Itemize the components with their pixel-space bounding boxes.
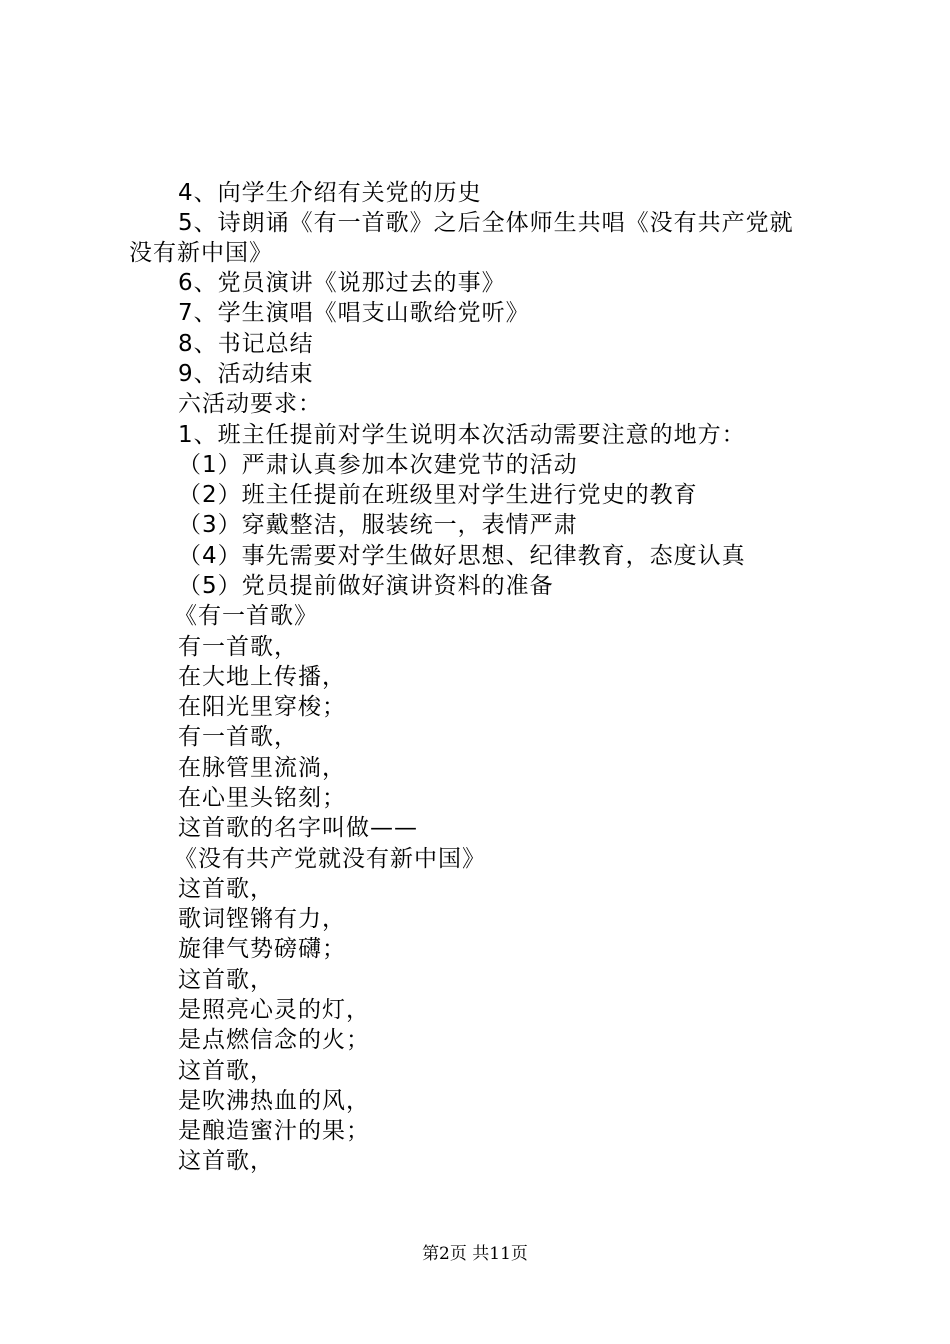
- poem-line: 是照亮心灵的灯，: [178, 997, 370, 1023]
- poem-line: 这首歌，: [178, 1058, 274, 1084]
- poem-title: 《有一首歌》: [174, 603, 318, 629]
- page-number-footer: 第2页 共11页: [422, 1244, 528, 1264]
- section-heading: 六活动要求：: [178, 391, 322, 417]
- text-line: 4、向学生介绍有关党的历史: [178, 180, 482, 206]
- poem-line: 有一首歌，: [178, 634, 298, 660]
- text-line: （2）班主任提前在班级里对学生进行党史的教育: [178, 482, 698, 508]
- text-line: 9、活动结束: [178, 361, 314, 387]
- poem-line: 有一首歌，: [178, 724, 298, 750]
- text-line: （1）严肃认真参加本次建党节的活动: [178, 452, 578, 478]
- poem-line: 歌词铿锵有力，: [178, 906, 346, 932]
- poem-line: 是吹沸热血的风，: [178, 1088, 370, 1114]
- poem-line: 旋律气势磅礴；: [178, 936, 346, 962]
- poem-line: 这首歌，: [178, 967, 274, 993]
- poem-line: 在阳光里穿梭；: [178, 694, 346, 720]
- poem-line: 这首歌的名字叫做——: [178, 815, 418, 841]
- text-line: （3）穿戴整洁，服装统一，表情严肃: [178, 512, 578, 538]
- poem-line: 在脉管里流淌，: [178, 755, 346, 781]
- text-line: 6、党员演讲《说那过去的事》: [178, 270, 506, 296]
- poem-line: 是点燃信念的火；: [178, 1027, 370, 1053]
- poem-line: 《没有共产党就没有新中国》: [174, 846, 486, 872]
- text-line: 5、诗朗诵《有一首歌》之后全体师生共唱《没有共产党就: [178, 210, 794, 236]
- text-line: 1、班主任提前对学生说明本次活动需要注意的地方：: [178, 422, 746, 448]
- text-line: 没有新中国》: [129, 240, 273, 266]
- text-line: 8、书记总结: [178, 331, 314, 357]
- text-line: （5）党员提前做好演讲资料的准备: [178, 573, 554, 599]
- text-line: 7、学生演唱《唱支山歌给党听》: [178, 300, 530, 326]
- poem-line: 是酿造蜜汁的果；: [178, 1118, 370, 1144]
- poem-line: 在大地上传播，: [178, 664, 346, 690]
- poem-line: 这首歌，: [178, 876, 274, 902]
- poem-line: 这首歌，: [178, 1148, 274, 1174]
- poem-line: 在心里头铭刻；: [178, 785, 346, 811]
- text-line: （4）事先需要对学生做好思想、纪律教育，态度认真: [178, 543, 746, 569]
